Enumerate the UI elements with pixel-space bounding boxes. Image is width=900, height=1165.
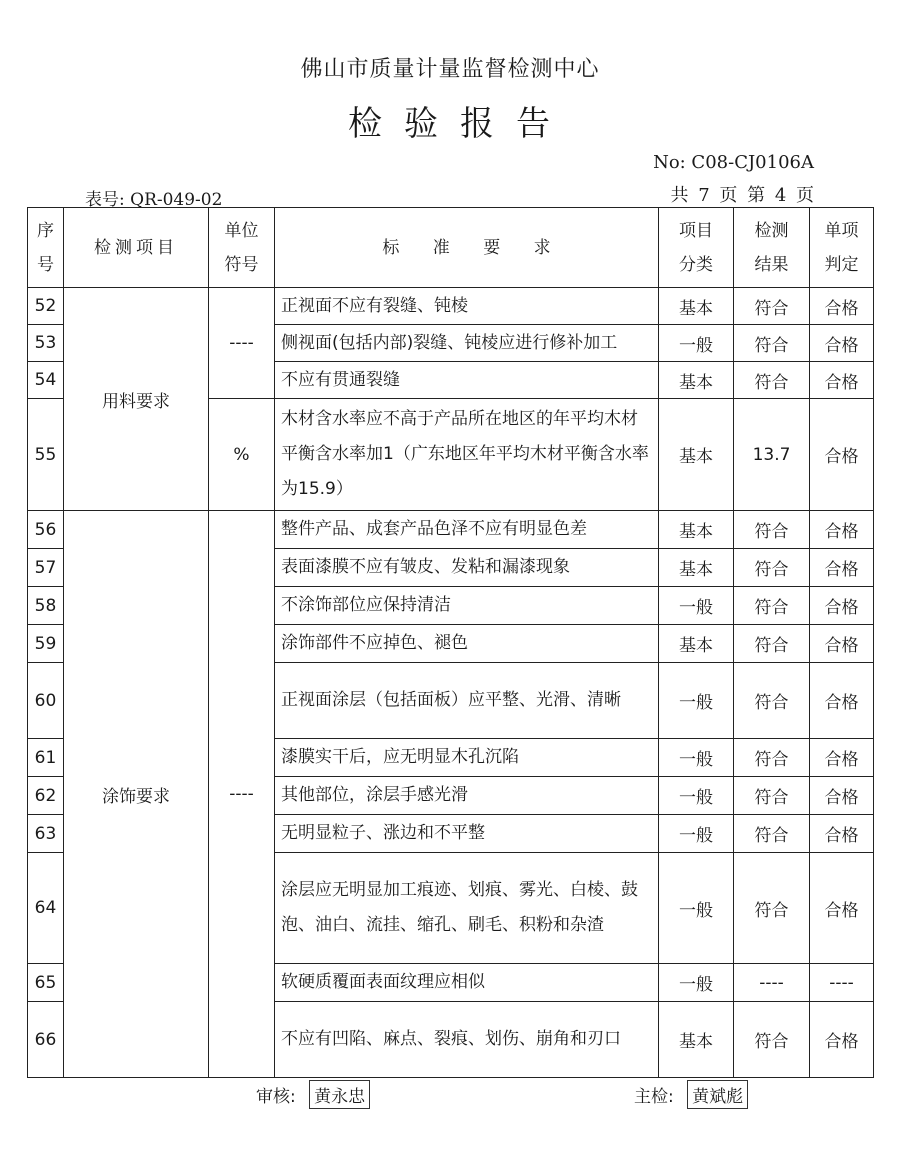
row-number: 61 — [28, 739, 64, 777]
inspector-label: 主检: — [634, 1087, 674, 1107]
category-cell: 基本 — [659, 288, 734, 325]
requirement-cell: 不涂饰部位应保持清洁 — [275, 587, 659, 625]
result-cell: 符合 — [734, 587, 810, 625]
requirement-cell: 正视面涂层（包括面板）应平整、光滑、清晰 — [275, 663, 659, 739]
verdict-cell: 合格 — [810, 362, 874, 399]
verdict-cell: 合格 — [810, 815, 874, 853]
table-row — [28, 288, 874, 325]
requirement-cell: 正视面不应有裂缝、钝棱 — [275, 288, 659, 325]
category-cell: 一般 — [659, 587, 734, 625]
verdict-cell: 合格 — [810, 399, 874, 511]
verdict-cell: ---- — [810, 964, 874, 1002]
requirement-cell: 软硬质覆面表面纹理应相似 — [275, 964, 659, 1002]
category-cell: 一般 — [659, 815, 734, 853]
requirement-cell: 木材含水率应不高于产品所在地区的年平均木材平衡含水率加1（广东地区年平均木材平衡含水率为15.9） — [275, 399, 659, 511]
page-count: 共 7 页 第 4 页 — [670, 185, 814, 206]
verdict-cell: 合格 — [810, 511, 874, 549]
col-result: 检测 结果 — [734, 208, 810, 288]
requirement-cell: 涂层应无明显加工痕迹、划痕、雾光、白棱、鼓泡、油白、流挂、缩孔、刷毛、积粉和杂渣 — [275, 853, 659, 964]
result-cell: 符合 — [734, 853, 810, 964]
row-number: 63 — [28, 815, 64, 853]
unit-cell: ---- — [209, 511, 275, 1078]
report-number: No: C08-CJ0106A — [653, 152, 814, 173]
verdict-cell: 合格 — [810, 587, 874, 625]
row-number: 62 — [28, 777, 64, 815]
result-cell: 符合 — [734, 288, 810, 325]
requirement-cell: 其他部位，涂层手感光滑 — [275, 777, 659, 815]
col-seq: 序 号 — [28, 208, 64, 288]
result-cell: 符合 — [734, 625, 810, 663]
result-cell: 符合 — [734, 1002, 810, 1078]
requirement-cell: 涂饰部件不应掉色、褪色 — [275, 625, 659, 663]
category-cell: 一般 — [659, 777, 734, 815]
unit-cell: ---- — [209, 288, 275, 399]
category-cell: 基本 — [659, 399, 734, 511]
row-number: 60 — [28, 663, 64, 739]
result-cell: 符合 — [734, 739, 810, 777]
inspector-name-stamp: 黄斌彪 — [687, 1080, 748, 1109]
form-number: 表号: QR-049-02 — [85, 190, 223, 210]
result-cell: 符合 — [734, 815, 810, 853]
result-cell: 符合 — [734, 362, 810, 399]
verdict-cell: 合格 — [810, 1002, 874, 1078]
reviewer-label: 审核: — [256, 1087, 296, 1107]
requirement-cell: 不应有贯通裂缝 — [275, 362, 659, 399]
row-number: 59 — [28, 625, 64, 663]
category-cell: 一般 — [659, 739, 734, 777]
verdict-cell: 合格 — [810, 739, 874, 777]
page-title: 检验报告 — [348, 104, 572, 144]
requirement-cell: 侧视面(包括内部)裂缝、钝棱应进行修补加工 — [275, 325, 659, 362]
row-number: 64 — [28, 853, 64, 964]
col-verdict: 单项 判定 — [810, 208, 874, 288]
result-cell: 符合 — [734, 325, 810, 362]
table-header-row — [28, 208, 874, 288]
row-number: 57 — [28, 549, 64, 587]
row-number: 66 — [28, 1002, 64, 1078]
category-cell: 基本 — [659, 362, 734, 399]
col-item: 检测项目 — [64, 208, 209, 288]
result-cell: 13.7 — [734, 399, 810, 511]
row-number: 58 — [28, 587, 64, 625]
requirement-cell: 无明显粒子、涨边和不平整 — [275, 815, 659, 853]
row-number: 54 — [28, 362, 64, 399]
row-number: 52 — [28, 288, 64, 325]
col-category: 项目 分类 — [659, 208, 734, 288]
result-cell: ---- — [734, 964, 810, 1002]
requirement-cell: 不应有凹陷、麻点、裂痕、划伤、崩角和刃口 — [275, 1002, 659, 1078]
table-row — [28, 511, 874, 549]
category-cell: 基本 — [659, 625, 734, 663]
verdict-cell: 合格 — [810, 777, 874, 815]
reviewer-signature — [256, 1080, 370, 1109]
org-name: 佛山市质量计量监督检测中心 — [300, 57, 600, 82]
group-coating: 涂饰要求 — [64, 511, 209, 1078]
verdict-cell: 合格 — [810, 549, 874, 587]
category-cell: 一般 — [659, 964, 734, 1002]
requirement-cell: 整件产品、成套产品色泽不应有明显色差 — [275, 511, 659, 549]
category-cell: 基本 — [659, 511, 734, 549]
result-cell: 符合 — [734, 511, 810, 549]
requirement-cell: 表面漆膜不应有皱皮、发粘和漏漆现象 — [275, 549, 659, 587]
category-cell: 一般 — [659, 663, 734, 739]
row-number: 53 — [28, 325, 64, 362]
verdict-cell: 合格 — [810, 853, 874, 964]
unit-cell: % — [209, 399, 275, 511]
row-number: 56 — [28, 511, 64, 549]
verdict-cell: 合格 — [810, 325, 874, 362]
inspection-table — [27, 207, 874, 1078]
col-standard: 标 准 要 求 — [275, 208, 659, 288]
inspector-signature — [634, 1080, 748, 1109]
category-cell: 一般 — [659, 853, 734, 964]
verdict-cell: 合格 — [810, 663, 874, 739]
result-cell: 符合 — [734, 549, 810, 587]
verdict-cell: 合格 — [810, 288, 874, 325]
category-cell: 基本 — [659, 549, 734, 587]
row-number: 65 — [28, 964, 64, 1002]
category-cell: 一般 — [659, 325, 734, 362]
result-cell: 符合 — [734, 777, 810, 815]
requirement-cell: 漆膜实干后，应无明显木孔沉陷 — [275, 739, 659, 777]
row-number: 55 — [28, 399, 64, 511]
category-cell: 基本 — [659, 1002, 734, 1078]
col-unit: 单位 符号 — [209, 208, 275, 288]
result-cell: 符合 — [734, 663, 810, 739]
verdict-cell: 合格 — [810, 625, 874, 663]
reviewer-name-stamp: 黄永忠 — [309, 1080, 370, 1109]
group-material: 用料要求 — [64, 288, 209, 511]
